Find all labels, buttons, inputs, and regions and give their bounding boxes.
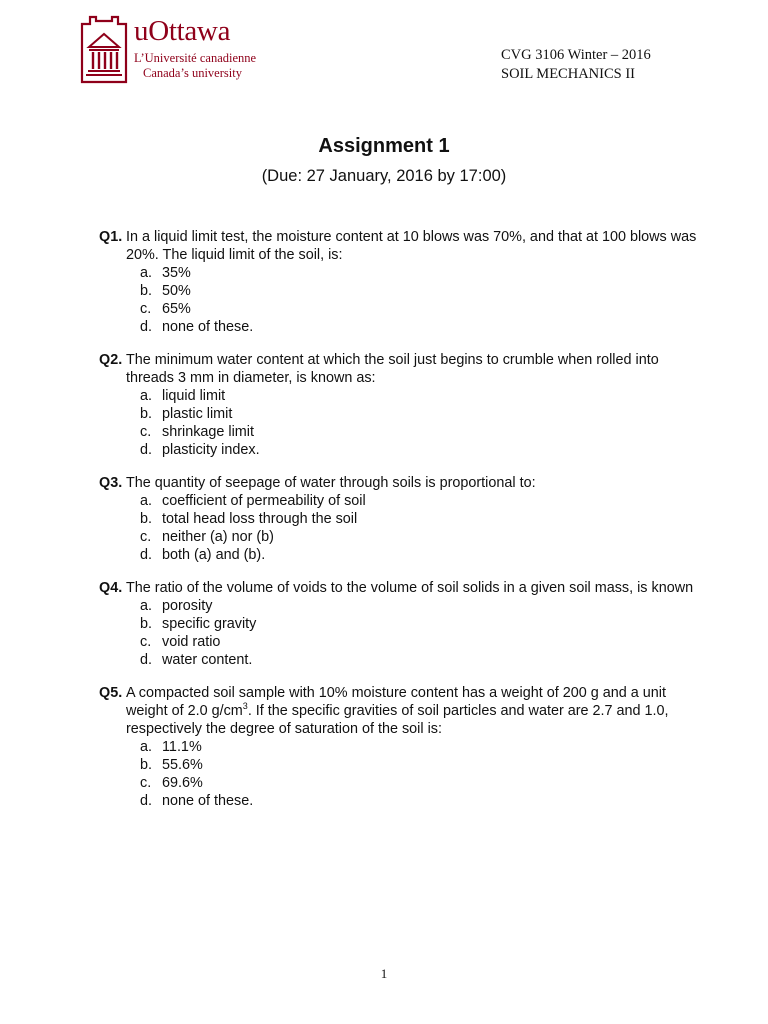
option-list xyxy=(126,264,699,336)
option-text: none of these. xyxy=(162,793,254,809)
option-text: 11.1% xyxy=(162,739,202,755)
question-text: The quantity of seepage of water through soils is proportional to: xyxy=(126,475,536,491)
option-text: liquid limit xyxy=(162,388,226,404)
option-letter: a. xyxy=(140,265,153,281)
option-letter: d. xyxy=(140,442,153,458)
option-letter: c. xyxy=(140,634,152,650)
option-letter: a. xyxy=(140,388,153,404)
logo-wordmark: uOttawa xyxy=(134,15,231,47)
question-text: The minimum water content at which the soil just begins to crumble when rolled into threads 3 mm in diameter, is known as: xyxy=(126,352,659,386)
question-text: In a liquid limit test, the moisture content at 10 blows was 70%, and that at 100 blows was 20%. The liquid limit of the soil, is: xyxy=(126,229,697,263)
question-text: The ratio of the volume of voids to the volume of soil solids in a given soil mass, is known xyxy=(126,580,694,596)
option-item xyxy=(126,300,699,318)
question-5 xyxy=(99,684,699,810)
option-letter: d. xyxy=(140,319,153,335)
question-number: Q2. xyxy=(99,352,123,368)
question-4 xyxy=(99,579,699,669)
option-letter: d. xyxy=(140,793,153,809)
option-text: plasticity index. xyxy=(162,442,260,458)
question-3 xyxy=(99,474,699,564)
option-letter: d. xyxy=(140,547,153,563)
option-item xyxy=(126,738,699,756)
option-list xyxy=(126,387,699,459)
option-item xyxy=(126,597,699,615)
option-list xyxy=(126,738,699,810)
option-item xyxy=(126,318,699,336)
question-number: Q3. xyxy=(99,475,123,491)
question-1 xyxy=(99,228,699,336)
option-text: water content. xyxy=(162,652,253,668)
option-text: 65% xyxy=(162,301,191,317)
option-item xyxy=(126,756,699,774)
option-item xyxy=(126,615,699,633)
option-letter: c. xyxy=(140,301,152,317)
due-date: (Due: 27 January, 2016 by 17:00) xyxy=(261,167,507,185)
question-list xyxy=(99,228,699,825)
question-text-part-2: . If the specific gravities of soil particles and water are 2.7 and 1.0, respectively the degree of saturation of the soil is: xyxy=(126,703,669,737)
document-title: Assignment 1 xyxy=(318,135,450,157)
option-item xyxy=(126,264,699,282)
question-2 xyxy=(99,351,699,459)
option-list xyxy=(126,492,699,564)
option-text: 55.6% xyxy=(162,757,203,773)
option-letter: b. xyxy=(140,511,153,527)
option-text: 50% xyxy=(162,283,191,299)
option-text: coefficient of permeability of soil xyxy=(162,493,366,509)
logo-subtitle-english: Canada’s university xyxy=(143,66,242,80)
course-code: CVG 3106 Winter – 2016 xyxy=(501,47,651,63)
option-letter: a. xyxy=(140,739,153,755)
option-letter: c. xyxy=(140,529,152,545)
option-item xyxy=(126,546,699,564)
option-item xyxy=(126,651,699,669)
option-text: shrinkage limit xyxy=(162,424,254,440)
option-letter: a. xyxy=(140,598,153,614)
option-item xyxy=(126,492,699,510)
option-item xyxy=(126,387,699,405)
option-letter: b. xyxy=(140,406,153,422)
option-item xyxy=(126,282,699,300)
option-item xyxy=(126,405,699,423)
option-letter: d. xyxy=(140,652,153,668)
option-item xyxy=(126,441,699,459)
university-logo xyxy=(80,14,260,86)
option-item xyxy=(126,633,699,651)
option-text: void ratio xyxy=(162,634,221,650)
option-list xyxy=(126,597,699,669)
course-name: SOIL MECHANICS II xyxy=(501,66,635,82)
option-item xyxy=(126,774,699,792)
option-letter: b. xyxy=(140,283,153,299)
option-letter: b. xyxy=(140,616,153,632)
course-info xyxy=(501,46,651,84)
option-text: both (a) and (b). xyxy=(162,547,266,563)
option-text: 35% xyxy=(162,265,191,281)
option-text: 69.6% xyxy=(162,775,203,791)
page-number: 1 xyxy=(380,966,388,981)
option-text: plastic limit xyxy=(162,406,233,422)
option-text: none of these. xyxy=(162,319,254,335)
university-crest-icon xyxy=(80,14,128,84)
option-item xyxy=(126,423,699,441)
option-text: total head loss through the soil xyxy=(162,511,358,527)
superscript: 3 xyxy=(242,701,248,712)
question-text xyxy=(126,684,699,738)
option-letter: b. xyxy=(140,757,153,773)
option-text: porosity xyxy=(162,598,213,614)
question-number: Q5. xyxy=(99,685,123,701)
question-text-part-1: A compacted soil sample with 10% moisture content has a weight of 200 g and a unit weight of 2.0 g/cm xyxy=(126,685,666,719)
option-item xyxy=(126,510,699,528)
option-item xyxy=(126,528,699,546)
question-number: Q4. xyxy=(99,580,123,596)
option-text: neither (a) nor (b) xyxy=(162,529,274,545)
option-text: specific gravity xyxy=(162,616,257,632)
option-letter: c. xyxy=(140,775,152,791)
question-number: Q1. xyxy=(99,229,123,245)
option-letter: c. xyxy=(140,424,152,440)
logo-subtitle-french: L’Université canadienne xyxy=(134,51,257,65)
option-letter: a. xyxy=(140,493,153,509)
option-item xyxy=(126,792,699,810)
